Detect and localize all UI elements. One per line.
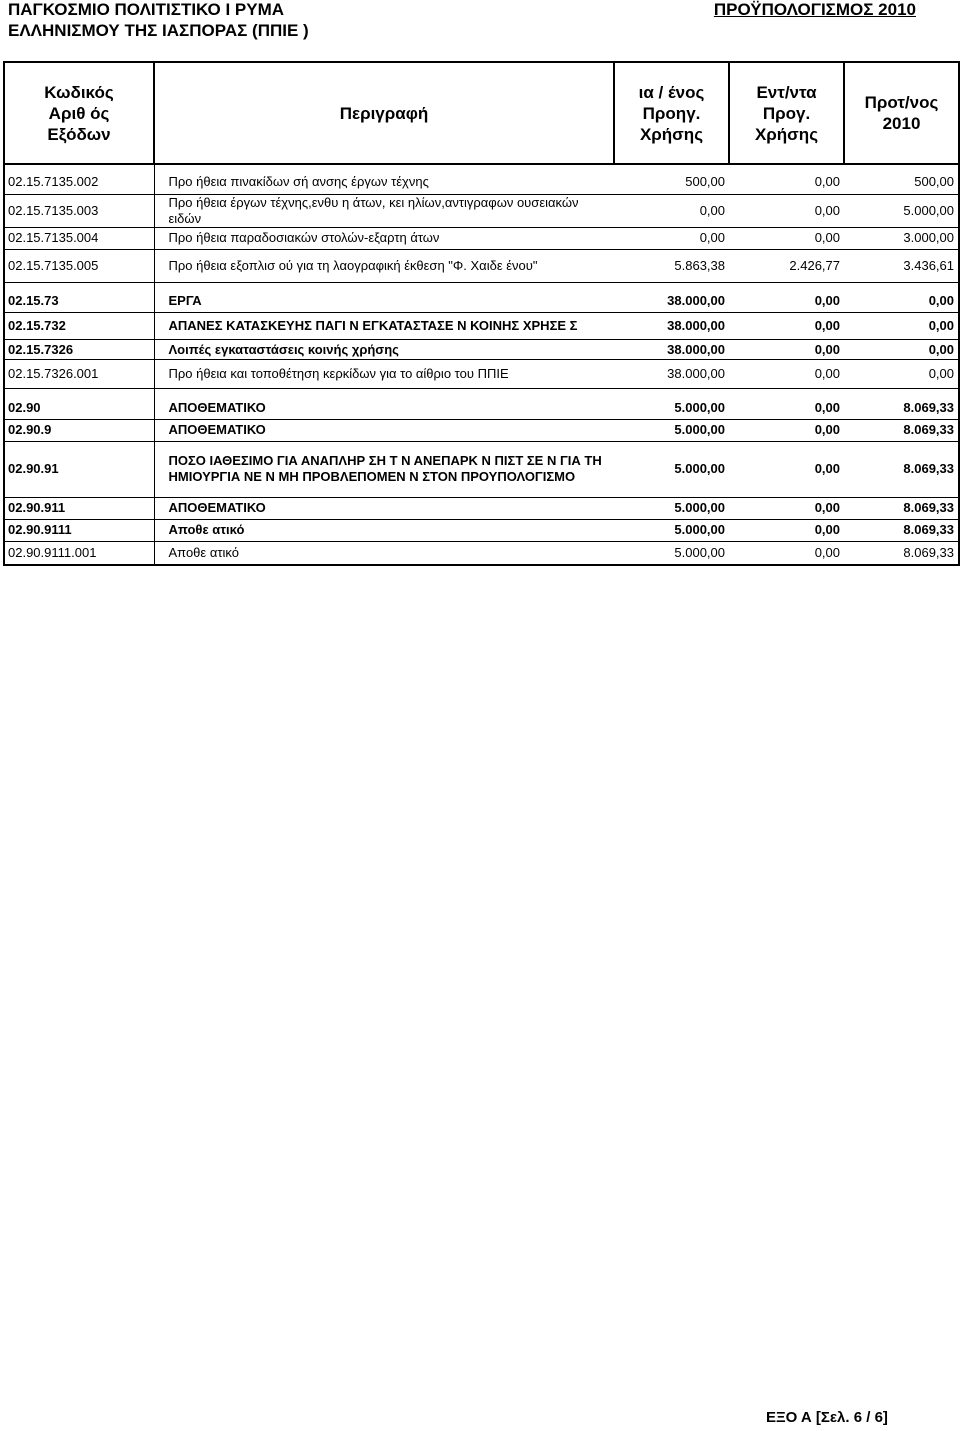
cell-code: 02.15.732 (4, 313, 154, 340)
table-row (4, 171, 959, 194)
cell-description: ΠΟΣΟ ΙΑΘΕΣΙΜΟ ΓΙΑ ΑΝΑΠΛΗΡ ΣΗ Τ Ν ΑΝΕΠΑΡΚ Ν ΠΙΣΤ ΣΕ Ν ΓΙΑ ΤΗ ΗΜΙΟΥΡΓΙΑ ΝΕ Ν ΜΗ ΠΡΟΒΛΕΠΟΜΕΝ Ν ΣΤΟΝ ΠΡΟΥΠΟΛΟΓΙΣΜΟ (154, 441, 614, 497)
row-spacer (4, 389, 959, 398)
cell-orders: 0,00 (729, 227, 844, 249)
cell-budget: 8.069,33 (844, 441, 959, 497)
cell-orders: 2.426,77 (729, 249, 844, 282)
spacer-cell (614, 282, 729, 291)
column-header-prev-year (614, 62, 729, 164)
cell-code: 02.90.9111 (4, 519, 154, 541)
header-line: 2010 (882, 114, 921, 133)
cell-code: 02.90.9111.001 (4, 541, 154, 565)
cell-prev: 0,00 (614, 194, 729, 227)
header-line: Αριθ ός (48, 103, 110, 123)
cell-prev: 38.000,00 (614, 340, 729, 360)
cell-budget: 0,00 (844, 360, 959, 389)
cell-budget: 8.069,33 (844, 419, 959, 441)
cell-budget: 8.069,33 (844, 397, 959, 419)
cell-orders: 0,00 (729, 441, 844, 497)
cell-code: 02.15.7326.001 (4, 360, 154, 389)
spacer-cell (729, 164, 844, 171)
cell-description: Αποθε ατικό (154, 519, 614, 541)
header-line: Κωδικός (44, 82, 114, 102)
table-row (4, 397, 959, 419)
cell-orders: 0,00 (729, 194, 844, 227)
header-line: Εξόδων (47, 124, 111, 144)
table-row (4, 497, 959, 519)
table-row (4, 419, 959, 441)
organization-name-line2: ΕΛΛΗΝΙΣΜΟΥ ΤΗΣ ΙΑΣΠΟΡΑΣ (ΠΠΙΕ ) (8, 21, 309, 40)
cell-prev: 5.000,00 (614, 497, 729, 519)
cell-orders: 0,00 (729, 360, 844, 389)
cell-code: 02.15.73 (4, 291, 154, 313)
spacer-cell (844, 389, 959, 398)
header-line: Εντ/ντα (756, 82, 817, 102)
spacer-cell (844, 164, 959, 171)
cell-orders: 0,00 (729, 171, 844, 194)
budget-table (3, 61, 960, 566)
header-line: Προηγ. (642, 103, 701, 123)
spacer-cell (729, 282, 844, 291)
header-line: ια / ένος (638, 82, 705, 102)
spacer-cell (154, 389, 614, 398)
cell-description: Προ ήθεια πινακίδων σή ανσης έργων τέχνης (154, 171, 614, 194)
column-header-budget-2010 (844, 62, 959, 164)
cell-description: ΕΡΓΑ (154, 291, 614, 313)
spacer-cell (729, 389, 844, 398)
table-row (4, 441, 959, 497)
cell-prev: 5.000,00 (614, 441, 729, 497)
organization-name-line1: ΠΑΓΚΟΣΜΙΟ ΠΟΛΙΤΙΣΤΙΚΟ Ι ΡΥΜΑ (8, 0, 285, 19)
cell-prev: 5.000,00 (614, 519, 729, 541)
cell-code: 02.90 (4, 397, 154, 419)
cell-prev: 38.000,00 (614, 360, 729, 389)
cell-budget: 8.069,33 (844, 541, 959, 565)
spacer-cell (844, 282, 959, 291)
spacer-cell (4, 282, 154, 291)
header-line: Χρήσης (754, 124, 819, 144)
spacer-cell (614, 164, 729, 171)
header-line: Χρήσης (639, 124, 704, 144)
header-line: Προγ. (762, 103, 811, 123)
spacer-cell (614, 389, 729, 398)
cell-orders: 0,00 (729, 291, 844, 313)
row-spacer (4, 164, 959, 171)
cell-orders: 0,00 (729, 419, 844, 441)
cell-budget: 8.069,33 (844, 519, 959, 541)
spacer-cell (4, 164, 154, 171)
cell-code: 02.15.7135.004 (4, 227, 154, 249)
cell-prev: 38.000,00 (614, 313, 729, 340)
cell-code: 02.15.7326 (4, 340, 154, 360)
cell-code: 02.90.9 (4, 419, 154, 441)
cell-budget: 8.069,33 (844, 497, 959, 519)
cell-prev: 500,00 (614, 171, 729, 194)
column-header-code (4, 62, 154, 164)
cell-budget: 0,00 (844, 340, 959, 360)
table-row (4, 340, 959, 360)
cell-budget: 500,00 (844, 171, 959, 194)
cell-description: ΑΠΟΘΕΜΑΤΙΚΟ (154, 497, 614, 519)
row-spacer (4, 282, 959, 291)
cell-description: Προ ήθεια εξοπλισ ού για τη λαογραφική έκθεση "Φ. Χαιδε ένου" (154, 249, 614, 282)
cell-description: Προ ήθεια έργων τέχνης,ενθυ η άτων, κει ηλίων,αντιγραφων ουσειακών ειδών (154, 194, 614, 227)
spacer-cell (4, 389, 154, 398)
header-line: Προτ/νος (864, 93, 939, 112)
table-body (4, 164, 959, 565)
cell-prev: 5.000,00 (614, 397, 729, 419)
budget-title: ΠΡΟΫΠΟΛΟΓΙΣΜΟΣ 2010 (713, 0, 916, 19)
spacer-cell (154, 282, 614, 291)
cell-description: Προ ήθεια παραδοσιακών στολών-εξαρτη άτων (154, 227, 614, 249)
cell-prev: 38.000,00 (614, 291, 729, 313)
table-row (4, 291, 959, 313)
cell-description: Λοιπές εγκαταστάσεις κοινής χρήσης (154, 340, 614, 360)
table-header-row (4, 62, 959, 164)
cell-code: 02.90.911 (4, 497, 154, 519)
table-row (4, 360, 959, 389)
column-header-orders (729, 62, 844, 164)
cell-budget: 3.436,61 (844, 249, 959, 282)
cell-budget: 3.000,00 (844, 227, 959, 249)
cell-description: ΑΠΟΘΕΜΑΤΙΚΟ (154, 419, 614, 441)
cell-code: 02.15.7135.003 (4, 194, 154, 227)
cell-description: ΑΠΑΝΕΣ ΚΑΤΑΣΚΕΥΗΣ ΠΑΓΙ Ν ΕΓΚΑΤΑΣΤΑΣΕ Ν ΚΟΙΝΗΣ ΧΡΗΣΕ Σ (154, 313, 614, 340)
cell-prev: 0,00 (614, 227, 729, 249)
cell-orders: 0,00 (729, 541, 844, 565)
cell-description: ΑΠΟΘΕΜΑΤΙΚΟ (154, 397, 614, 419)
cell-budget: 0,00 (844, 291, 959, 313)
cell-code: 02.90.91 (4, 441, 154, 497)
table-row (4, 519, 959, 541)
cell-description: Προ ήθεια και τοποθέτηση κερκίδων για το αίθριο του ΠΠΙΕ (154, 360, 614, 389)
cell-orders: 0,00 (729, 397, 844, 419)
cell-orders: 0,00 (729, 497, 844, 519)
spacer-cell (154, 164, 614, 171)
header-line: Περιγραφή (339, 103, 429, 123)
column-header-description (154, 62, 614, 164)
cell-orders: 0,00 (729, 313, 844, 340)
cell-code: 02.15.7135.005 (4, 249, 154, 282)
table-row (4, 541, 959, 565)
cell-description: Αποθε ατικό (154, 541, 614, 565)
cell-orders: 0,00 (729, 519, 844, 541)
table-row (4, 249, 959, 282)
cell-prev: 5.000,00 (614, 541, 729, 565)
table-row (4, 313, 959, 340)
cell-code: 02.15.7135.002 (4, 171, 154, 194)
cell-budget: 5.000,00 (844, 194, 959, 227)
cell-prev: 5.863,38 (614, 249, 729, 282)
page-footer: ΕΞΟ Α [Σελ. 6 / 6] (766, 1409, 888, 1426)
cell-orders: 0,00 (729, 340, 844, 360)
cell-prev: 5.000,00 (614, 419, 729, 441)
table-row (4, 194, 959, 227)
cell-budget: 0,00 (844, 313, 959, 340)
table-row (4, 227, 959, 249)
